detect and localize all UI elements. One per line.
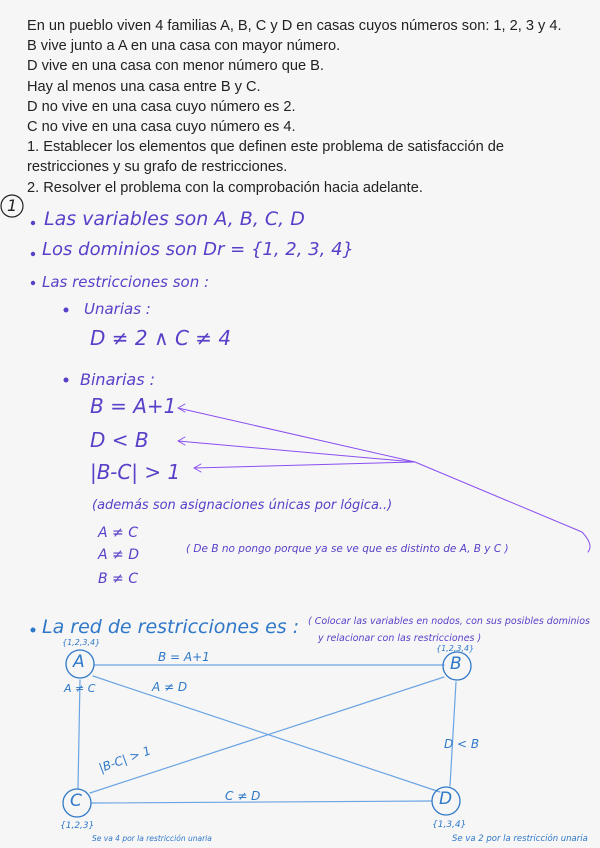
- bullet-dot: [31, 628, 36, 633]
- bullet-dot: [64, 308, 69, 313]
- unique-constraint: A ≠ C: [98, 525, 138, 541]
- arrow-line: [178, 441, 415, 462]
- problem-line: Hay al menos una casa entre B y C.: [27, 78, 261, 95]
- edge-cd-label: C ≠ D: [225, 789, 261, 803]
- network-title: La red de restricciones es :: [42, 616, 300, 638]
- extra-note: (además son asignaciones únicas por lógica..): [92, 498, 393, 513]
- binary-title: Binarias :: [80, 370, 156, 389]
- circled-number: 1: [7, 196, 18, 215]
- edge-ac: [78, 680, 80, 788]
- edge-bc-label: |B-C| > 1: [97, 743, 153, 776]
- edge-ad-label: A ≠ D: [152, 680, 188, 694]
- arrow-line: [194, 462, 415, 468]
- problem-line: En un pueblo viven 4 familias A, B, C y D en casas cuyos números son: 1, 2, 3 y 4.: [27, 18, 562, 34]
- network-note: y relacionar con las restricciones ): [318, 633, 482, 644]
- edge-bd: [450, 682, 456, 786]
- bullet-dot: [64, 378, 69, 383]
- domains-note: Los dominios son Dr = {1, 2, 3, 4}: [42, 239, 354, 260]
- network-note: ( Colocar las variables en nodos, con sus posibles dominios: [308, 616, 590, 627]
- node-b-domain: {1,2,3,4}: [436, 644, 475, 653]
- problem-line: D no vive en una casa cuyo número es 2.: [27, 98, 296, 115]
- node-c-domain: {1,2,3}: [60, 821, 95, 831]
- node-b-label: B: [450, 654, 462, 674]
- edge-ac-label: A ≠ C: [64, 682, 96, 695]
- arrow-line: [178, 408, 590, 552]
- bullet-dot: [31, 281, 35, 285]
- problem-line: 1. Establecer los elementos que definen este problema de satisfacción de: [27, 139, 505, 156]
- unique-constraint: B ≠ C: [98, 571, 139, 587]
- edge-ab-label: B = A+1: [158, 650, 210, 664]
- node-a-label: A: [73, 652, 85, 672]
- node-d-domain: {1,3,4}: [432, 820, 467, 830]
- variables-note: Las variables son A, B, C, D: [44, 208, 305, 230]
- node-c-label: C: [70, 791, 82, 811]
- binary-constraint: D < B: [90, 428, 149, 452]
- binary-constraint: B = A+1: [90, 394, 177, 418]
- problem-line: B vive junto a A en una casa con mayor número.: [27, 38, 341, 55]
- side-note: ( De B no pongo porque ya se ve que es distinto de A, B y C ): [186, 543, 509, 555]
- unary-constraints: D ≠ 2 ∧ C ≠ 4: [90, 326, 232, 350]
- unique-constraint: A ≠ D: [98, 547, 139, 563]
- unary-title: Unarias :: [84, 300, 151, 318]
- edge-cd: [92, 801, 432, 803]
- node-d-label: D: [439, 789, 453, 809]
- node-c-note: Se va 4 por la restricción unaria: [92, 834, 212, 843]
- binary-constraint: |B-C| > 1: [90, 460, 181, 484]
- node-a-domain: {1,2,3,4}: [62, 638, 101, 647]
- restrictions-note: Las restricciones son :: [42, 273, 210, 291]
- bullet-dot: [31, 252, 35, 256]
- edge-bd-label: D < B: [444, 737, 480, 751]
- node-d-note: Se va 2 por la restricción unaria: [452, 834, 588, 844]
- problem-line: 2. Resolver el problema con la comprobación hacia adelante.: [27, 179, 423, 196]
- problem-line: D vive en una casa con menor número que B.: [27, 58, 324, 75]
- problem-line: restricciones y su grafo de restricciones.: [27, 159, 288, 176]
- bullet-dot: [31, 221, 35, 225]
- problem-line: C no vive en una casa cuyo número es 4.: [27, 119, 296, 136]
